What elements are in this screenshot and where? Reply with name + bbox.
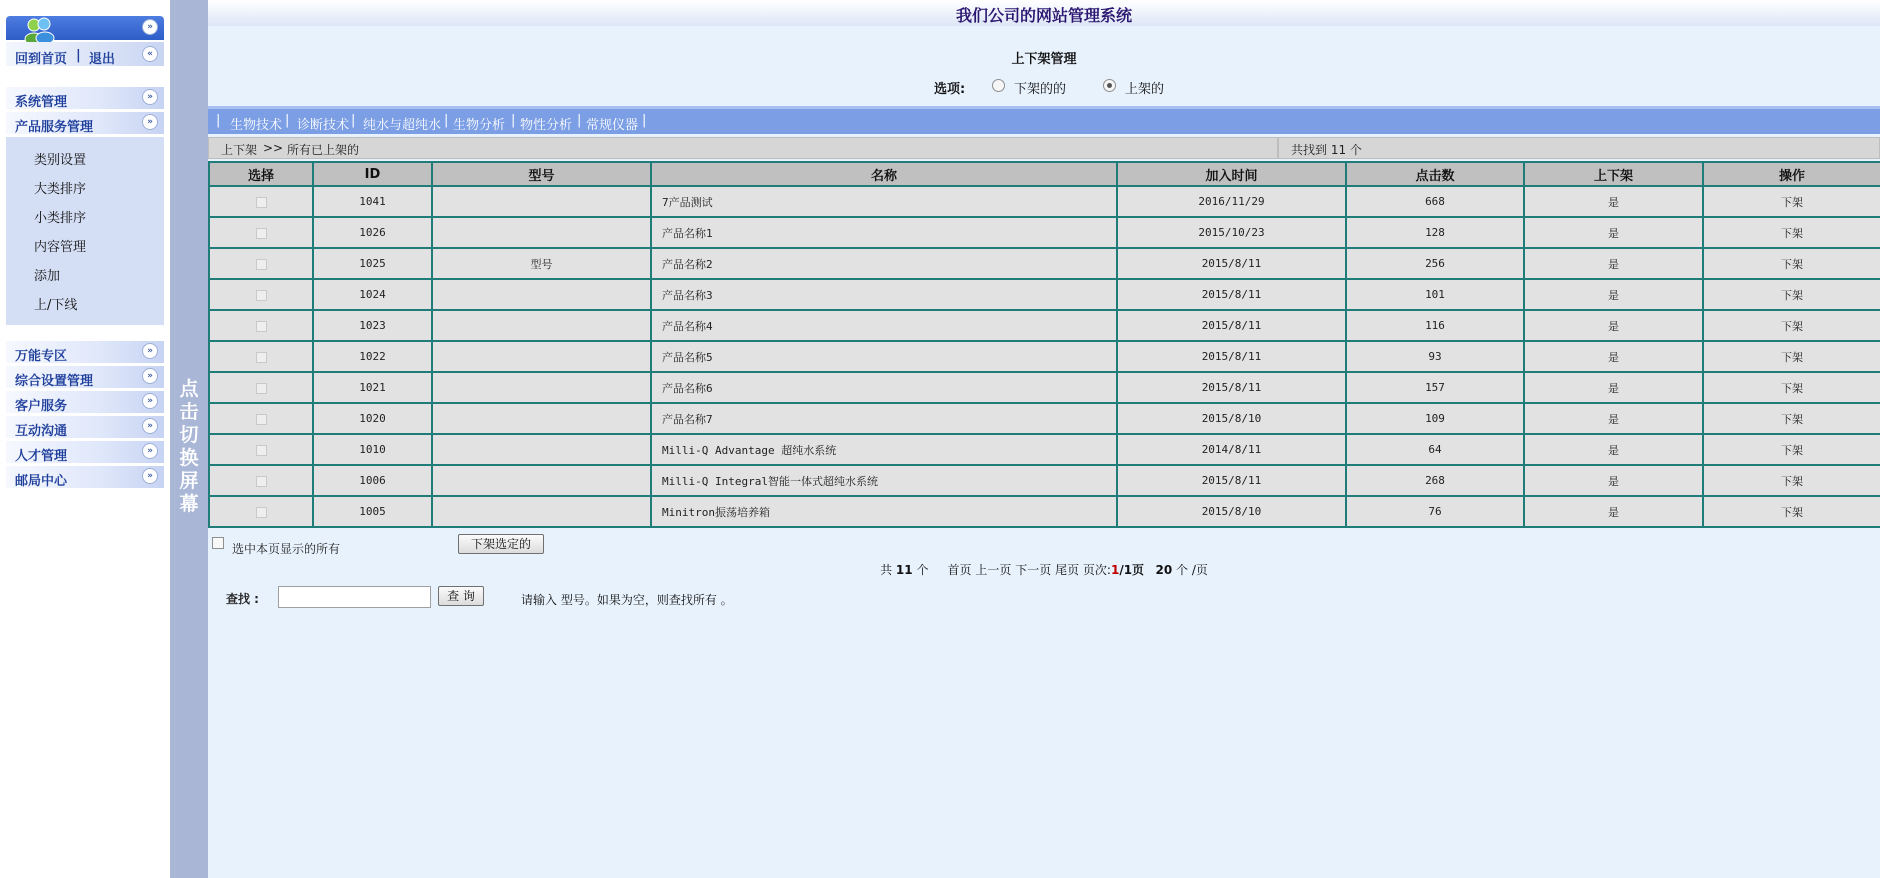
- row-clicks: 93: [1346, 341, 1524, 372]
- row-select-checkbox[interactable]: [256, 476, 267, 487]
- col-header-model: 型号: [432, 162, 651, 186]
- row-date: 2015/8/11: [1117, 341, 1346, 372]
- row-select-cell: [209, 496, 313, 527]
- table-row: [209, 310, 1880, 341]
- row-model: 型号: [432, 248, 651, 279]
- menu-group-label: 产品服务管理: [15, 120, 94, 135]
- per-page-suffix: 个 /页: [1176, 563, 1208, 577]
- row-clicks: 256: [1346, 248, 1524, 279]
- current-page: 1: [1110, 563, 1120, 577]
- menu-group-label: 邮局中心: [15, 474, 68, 489]
- row-clicks: 157: [1346, 372, 1524, 403]
- row-model: [432, 403, 651, 434]
- row-date: 2015/8/11: [1117, 372, 1346, 403]
- row-name: 产品名称7: [651, 403, 1117, 434]
- submenu-item-add[interactable]: 添加: [34, 269, 61, 284]
- col-header-name: 名称: [651, 162, 1117, 186]
- row-status: 是: [1524, 403, 1703, 434]
- menu-group-customer-service[interactable]: [6, 391, 164, 413]
- row-date: 2015/8/11: [1117, 465, 1346, 496]
- row-date: 2015/8/11: [1117, 248, 1346, 279]
- chevron-down-icon: »: [142, 343, 158, 359]
- row-id: 1006: [313, 465, 432, 496]
- row-status: 是: [1524, 465, 1703, 496]
- result-count: [1278, 137, 1880, 159]
- row-select-checkbox[interactable]: [256, 414, 267, 425]
- menu-group-mail[interactable]: [6, 466, 164, 488]
- products-submenu: [6, 137, 164, 325]
- row-select-checkbox[interactable]: [256, 507, 267, 518]
- row-status: 是: [1524, 310, 1703, 341]
- search-label: 查找 :: [226, 592, 259, 606]
- row-clicks: 668: [1346, 186, 1524, 217]
- radio-online[interactable]: [1103, 79, 1116, 92]
- row-id: 1026: [313, 217, 432, 248]
- row-model: [432, 372, 651, 403]
- links-separator: |: [76, 48, 81, 63]
- last-page-link[interactable]: 尾页: [1055, 563, 1080, 577]
- chevron-down-icon: »: [142, 393, 158, 409]
- screen-toggle-splitter[interactable]: [170, 0, 208, 878]
- chevron-down-icon: »: [142, 468, 158, 484]
- sidebar-header: [6, 16, 164, 40]
- row-select-checkbox[interactable]: [256, 290, 267, 301]
- per-page-count: 20: [1155, 563, 1173, 577]
- row-date: 2015/8/10: [1117, 403, 1346, 434]
- row-select-cell: [209, 434, 313, 465]
- row-clicks: 128: [1346, 217, 1524, 248]
- row-status: 是: [1524, 372, 1703, 403]
- total-count: 11: [895, 563, 913, 577]
- tab-bio-analysis[interactable]: 生物分析: [453, 118, 506, 133]
- row-name: Minitron振荡培养箱: [651, 496, 1117, 527]
- pagination: [208, 561, 1880, 578]
- row-model: [432, 217, 651, 248]
- row-model: [432, 186, 651, 217]
- menu-group-label: 人才管理: [15, 449, 68, 464]
- select-all-label: 选中本页显示的所有: [232, 542, 341, 556]
- menu-group-interaction[interactable]: [6, 416, 164, 438]
- row-name: 产品名称1: [651, 217, 1117, 248]
- menu-group-hr[interactable]: [6, 441, 164, 463]
- collapse-all-icon[interactable]: »: [142, 19, 158, 35]
- row-action-link[interactable]: 下架: [1703, 186, 1880, 217]
- search-tip: 请输入 型号。如果为空，则查找所有 。: [521, 593, 733, 607]
- menu-group-label: 互动沟通: [15, 424, 68, 439]
- row-date: 2015/8/11: [1117, 310, 1346, 341]
- breadcrumb-arrow: >>: [263, 141, 284, 155]
- radio-offline-label: 下架的的: [1014, 82, 1067, 97]
- category-tab-bar: | 生物技术 | 诊断技术 | 纯水与超纯水 | 生物分析 | 物性分析 | 常规仪器 |: [208, 106, 1880, 134]
- row-date: 2016/11/29: [1117, 186, 1346, 217]
- row-status: 是: [1524, 341, 1703, 372]
- row-select-cell: [209, 217, 313, 248]
- tab-general-instruments[interactable]: 常规仪器: [586, 118, 639, 133]
- menu-group-system[interactable]: [6, 87, 164, 109]
- row-action-link[interactable]: 下架: [1703, 279, 1880, 310]
- row-action-link[interactable]: 下架: [1703, 248, 1880, 279]
- table-row: [209, 279, 1880, 310]
- row-id: 1005: [313, 496, 432, 527]
- col-header-select: 选择: [209, 162, 313, 186]
- hide-sidebar-icon[interactable]: «: [142, 46, 158, 62]
- breadcrumb-bar: [208, 137, 1880, 159]
- row-name: Milli-Q Integral智能一体式超纯水系统: [651, 465, 1117, 496]
- row-select-checkbox[interactable]: [256, 321, 267, 332]
- row-clicks: 116: [1346, 310, 1524, 341]
- menu-group-universal[interactable]: [6, 341, 164, 363]
- users-icon: [22, 16, 56, 44]
- row-date: 2014/8/11: [1117, 434, 1346, 465]
- row-id: 1041: [313, 186, 432, 217]
- submenu-item-categories[interactable]: 类别设置: [34, 153, 87, 168]
- radio-offline[interactable]: [992, 79, 1005, 92]
- page-label: 页次:: [1082, 563, 1111, 577]
- page-title: 上下架管理: [1011, 52, 1077, 67]
- row-action-link[interactable]: 下架: [1703, 403, 1880, 434]
- table-row: [209, 403, 1880, 434]
- chevron-down-icon: »: [142, 89, 158, 105]
- search-button[interactable]: 查 询: [438, 586, 484, 606]
- row-model: [432, 496, 651, 527]
- row-clicks: 76: [1346, 496, 1524, 527]
- row-name: 产品名称5: [651, 341, 1117, 372]
- col-header-action: 操作: [1703, 162, 1880, 186]
- row-select-checkbox[interactable]: [256, 445, 267, 456]
- row-id: 1022: [313, 341, 432, 372]
- submenu-item-major-sort[interactable]: 大类排序: [34, 182, 87, 197]
- col-header-status: 上下架: [1524, 162, 1703, 186]
- row-date: 2015/10/23: [1117, 217, 1346, 248]
- menu-group-label: 客户服务: [15, 399, 68, 414]
- chevron-down-icon: »: [142, 418, 158, 434]
- app-title: 我们公司的网站管理系统: [955, 6, 1132, 25]
- row-select-cell: [209, 403, 313, 434]
- row-action-link[interactable]: 下架: [1703, 341, 1880, 372]
- row-status: 是: [1524, 496, 1703, 527]
- row-name: Milli-Q Advantage 超纯水系统: [651, 434, 1117, 465]
- select-all-checkbox[interactable]: [212, 537, 224, 549]
- row-model: [432, 279, 651, 310]
- row-action-link[interactable]: 下架: [1703, 372, 1880, 403]
- tab-pure-water[interactable]: 纯水与超纯水: [363, 118, 442, 133]
- row-name: 7产品测试: [651, 186, 1117, 217]
- submenu-item-content[interactable]: 内容管理: [34, 240, 87, 255]
- breadcrumb: [208, 137, 1278, 159]
- row-id: 1024: [313, 279, 432, 310]
- tab-biotech[interactable]: 生物技术: [230, 118, 283, 133]
- total-suffix: 个: [916, 563, 929, 577]
- row-date: 2015/8/11: [1117, 279, 1346, 310]
- options-label: 选项:: [934, 82, 966, 97]
- table-row: [209, 217, 1880, 248]
- table-row: [209, 248, 1880, 279]
- home-link[interactable]: 回到首页: [15, 52, 68, 67]
- breadcrumb-current: 所有已上架的: [287, 143, 360, 157]
- row-id: 1020: [313, 403, 432, 434]
- row-action-link[interactable]: 下架: [1703, 434, 1880, 465]
- row-id: 1025: [313, 248, 432, 279]
- table-row: [209, 341, 1880, 372]
- table-row: [209, 465, 1880, 496]
- table-body: [209, 186, 1880, 527]
- top-links: [6, 42, 164, 66]
- menu-group-settings[interactable]: [6, 366, 164, 388]
- row-select-cell: [209, 248, 313, 279]
- row-model: [432, 341, 651, 372]
- total-prefix: 共: [880, 563, 893, 577]
- row-action-link[interactable]: 下架: [1703, 217, 1880, 248]
- table-row: [209, 186, 1880, 217]
- row-name: 产品名称3: [651, 279, 1117, 310]
- tab-physical-analysis[interactable]: 物性分析: [520, 118, 573, 133]
- products-table: [208, 161, 1880, 528]
- submenu-item-online-offline[interactable]: 上/下线: [34, 298, 78, 313]
- col-header-clicks: 点击数: [1346, 162, 1524, 186]
- row-id: 1010: [313, 434, 432, 465]
- row-action-link[interactable]: 下架: [1703, 496, 1880, 527]
- chevron-down-icon: »: [142, 368, 158, 384]
- row-model: [432, 310, 651, 341]
- chevron-down-icon: »: [142, 114, 158, 130]
- col-header-date: 加入时间: [1117, 162, 1346, 186]
- row-model: [432, 434, 651, 465]
- title-bar: [208, 0, 1880, 26]
- bulk-offline-button[interactable]: 下架选定的: [458, 534, 544, 554]
- row-status: 是: [1524, 186, 1703, 217]
- search-input[interactable]: [278, 586, 431, 608]
- page-count: /1页: [1119, 563, 1145, 577]
- row-action-link[interactable]: 下架: [1703, 465, 1880, 496]
- chevron-down-icon: »: [142, 443, 158, 459]
- row-date: 2015/8/10: [1117, 496, 1346, 527]
- row-select-cell: [209, 341, 313, 372]
- row-select-checkbox[interactable]: [256, 228, 267, 239]
- row-model: [432, 465, 651, 496]
- row-select-checkbox[interactable]: [256, 352, 267, 363]
- row-status: 是: [1524, 217, 1703, 248]
- table-row: [209, 496, 1880, 527]
- row-id: 1021: [313, 372, 432, 403]
- row-status: 是: [1524, 248, 1703, 279]
- menu-group-products[interactable]: [6, 112, 164, 134]
- row-status: 是: [1524, 434, 1703, 465]
- row-status: 是: [1524, 279, 1703, 310]
- row-select-checkbox[interactable]: [256, 259, 267, 270]
- row-action-link[interactable]: 下架: [1703, 310, 1880, 341]
- row-name: 产品名称6: [651, 372, 1117, 403]
- row-clicks: 64: [1346, 434, 1524, 465]
- menu-group-label: 综合设置管理: [15, 374, 94, 389]
- row-name: 产品名称2: [651, 248, 1117, 279]
- screen-toggle-label: 点击切换屏幕: [179, 378, 199, 515]
- logout-link[interactable]: 退出: [89, 52, 116, 67]
- row-select-checkbox[interactable]: [256, 383, 267, 394]
- breadcrumb-section: 上下架: [221, 143, 258, 157]
- table-row: [209, 434, 1880, 465]
- row-clicks: 268: [1346, 465, 1524, 496]
- menu-group-label: 万能专区: [15, 349, 68, 364]
- first-page-link[interactable]: 首页: [947, 563, 972, 577]
- row-select-cell: [209, 186, 313, 217]
- prev-page-link[interactable]: 上一页: [975, 563, 1012, 577]
- menu-group-label: 系统管理: [15, 95, 68, 110]
- next-page-link[interactable]: 下一页: [1015, 563, 1052, 577]
- row-id: 1023: [313, 310, 432, 341]
- row-clicks: 101: [1346, 279, 1524, 310]
- tab-diagnostics[interactable]: 诊断技术: [297, 118, 350, 133]
- row-select-cell: [209, 465, 313, 496]
- row-clicks: 109: [1346, 403, 1524, 434]
- row-name: 产品名称4: [651, 310, 1117, 341]
- row-select-cell: [209, 310, 313, 341]
- col-header-id: ID: [313, 162, 432, 186]
- table-row: [209, 372, 1880, 403]
- table-header-row: [209, 162, 1880, 186]
- row-select-cell: [209, 372, 313, 403]
- result-count-text: 共找到 11 个: [1291, 143, 1362, 157]
- sidebar: [0, 0, 170, 878]
- submenu-item-minor-sort[interactable]: 小类排序: [34, 211, 87, 226]
- row-select-checkbox[interactable]: [256, 197, 267, 208]
- radio-online-label: 上架的: [1125, 82, 1165, 97]
- row-select-cell: [209, 279, 313, 310]
- main-content: [208, 0, 1880, 878]
